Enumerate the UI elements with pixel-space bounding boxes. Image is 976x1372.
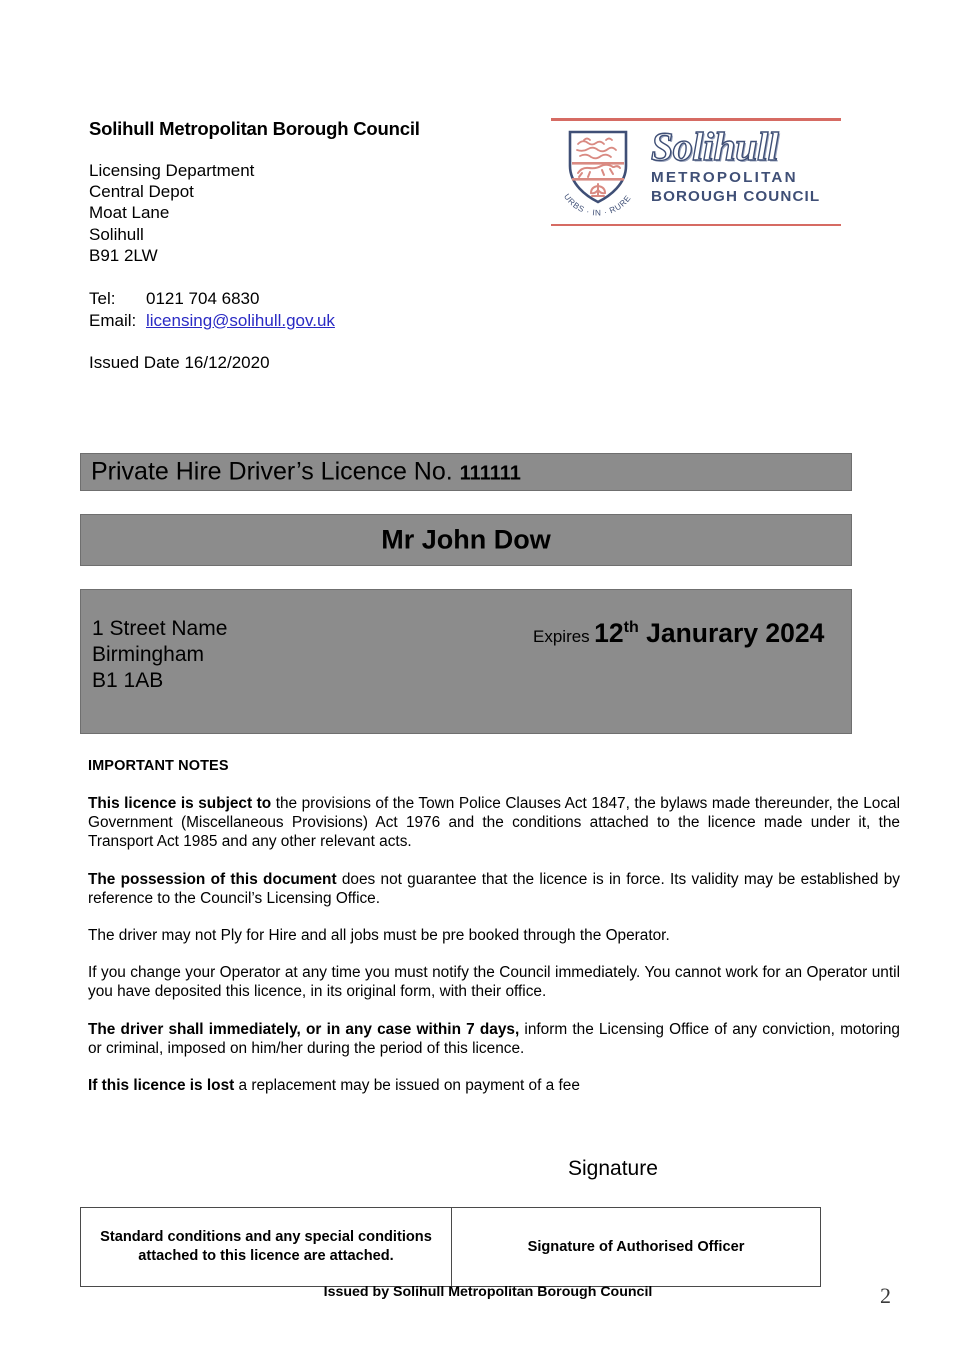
- telephone-value: 0121 704 6830: [146, 289, 260, 309]
- important-notes-section: [88, 758, 900, 1095]
- note-paragraph: [88, 1076, 900, 1095]
- note-paragraph-body: If you change your Operator at any time you must notify the Council immediately. You cannot work for an Operator until you have deposited this licence, in its original form, with their office.: [88, 964, 900, 1001]
- licence-number: 111111: [459, 462, 521, 485]
- note-paragraph-body: the provisions of the Town Police Clauses Act 1847, the bylaws made thereunder, the Local Government (Miscellaneous Provisions) Act 1976 and the conditions attached to the licence made under it, the Transport Act 1985 and any other relevant acts.: [88, 795, 900, 851]
- address-line: Licensing Department: [89, 161, 255, 180]
- logo-subtitle-borough-council: BOROUGH COUNCIL: [651, 188, 821, 205]
- issued-by-footer: Issued by Solihull Metropolitan Borough Council: [323, 1284, 653, 1300]
- page-number: 2: [880, 1283, 891, 1308]
- council-name: Solihull Metropolitan Borough Council: [89, 118, 420, 139]
- logo-script-text: Solihull: [651, 124, 779, 169]
- note-paragraph-body: a replacement may be issued on payment of a fee: [234, 1077, 580, 1095]
- note-paragraph-body: does not guarantee that the licence is in force. Its validity may be established by reference to the Council’s Licensing Office.: [88, 870, 900, 907]
- licence-title: Private Hire Driver’s Licence No.: [91, 457, 453, 486]
- council-address: [89, 160, 519, 266]
- expiry-block: [533, 618, 824, 649]
- note-paragraph-body: The driver may not Ply for Hire and all jobs must be pre booked through the Operator.: [88, 927, 670, 945]
- expiry-day: 12: [594, 618, 624, 648]
- holder-address-line: 1 Street Name: [92, 617, 228, 640]
- shield-motto: URBS · IN · RURE: [562, 192, 633, 218]
- signature-label: Signature: [568, 1157, 658, 1180]
- holder-address-line: B1 1AB: [92, 669, 164, 692]
- logo-subtitle-metropolitan: METROPOLITAN: [651, 169, 798, 186]
- note-paragraph: [88, 963, 900, 1001]
- address-line: Solihull: [89, 224, 144, 244]
- conditions-cell: Standard conditions and any special conditions attached to this licence are attached.: [81, 1208, 452, 1287]
- note-paragraph-body: inform the Licensing Office of any conviction, motoring or criminal, imposed on him/her during the period of this licence.: [88, 1020, 900, 1057]
- address-line: Central Depot: [89, 182, 194, 202]
- issued-date: Issued Date 16/12/2020: [89, 353, 270, 373]
- coat-of-arms-shield-icon: [554, 126, 646, 218]
- address-line: Moat Lane: [89, 203, 170, 223]
- logo-top-rule: [551, 118, 841, 121]
- licence-title-row: [91, 458, 521, 487]
- email-row: [89, 310, 519, 332]
- expiry-date: [594, 618, 824, 648]
- telephone-label: Tel:: [89, 289, 116, 309]
- note-paragraph: [88, 1020, 900, 1058]
- logo-bottom-rule: [551, 224, 841, 227]
- note-paragraph-lead: This licence is subject to: [88, 795, 272, 812]
- email-label: Email:: [89, 310, 137, 330]
- email-link[interactable]: licensing@solihull.gov.uk: [146, 310, 335, 330]
- contact-details: [89, 288, 519, 331]
- important-notes-title: IMPORTANT NOTES: [88, 758, 229, 774]
- holder-address-line: Birmingham: [92, 643, 205, 666]
- council-header: [89, 118, 519, 373]
- licence-number-banner: [80, 453, 852, 491]
- telephone-row: [89, 288, 519, 310]
- conditions-table: [80, 1207, 821, 1287]
- note-paragraph-lead: The driver shall immediately, or in any case within 7 days,: [88, 1020, 520, 1038]
- table-row: [81, 1208, 821, 1287]
- council-logo: [551, 118, 841, 226]
- address-line: B91 2LW: [89, 245, 158, 265]
- note-paragraph-lead: The possession of this document: [88, 870, 337, 888]
- licence-holder-banner: [80, 514, 852, 566]
- licence-holder-name: Mr John Dow: [381, 524, 551, 555]
- logo-wordmark: [651, 126, 841, 206]
- note-paragraph-lead: If this licence is lost: [88, 1077, 235, 1095]
- note-paragraph: [88, 870, 900, 908]
- expires-label: Expires: [533, 627, 590, 646]
- licence-details-banner: [80, 589, 852, 734]
- expiry-ordinal: th: [623, 619, 639, 637]
- holder-address: [92, 616, 227, 694]
- authorised-officer-signature-cell: Signature of Authorised Officer: [452, 1208, 821, 1287]
- note-paragraph: [88, 926, 900, 945]
- expiry-month-year: Janurary 2024: [646, 618, 825, 648]
- note-paragraph: [88, 794, 900, 852]
